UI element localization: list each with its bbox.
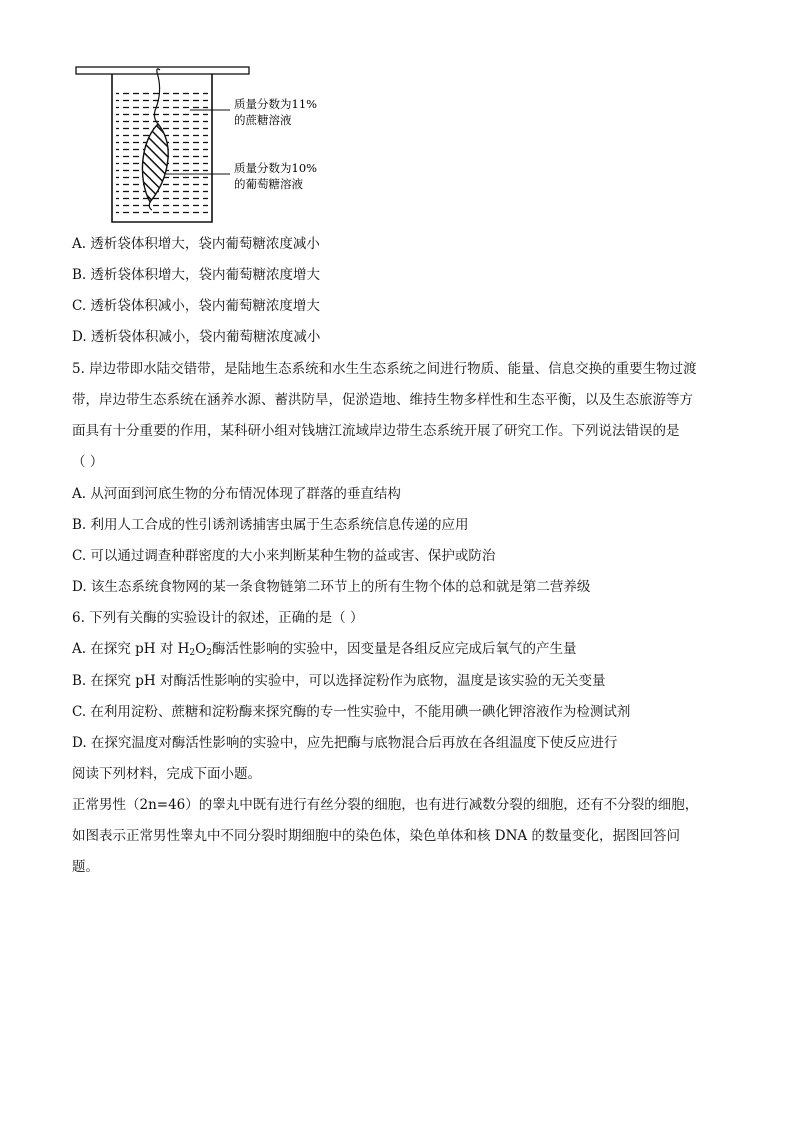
- q5-option-b: B. 利用人工合成的性引诱剂诱捕害虫属于生态系统信息传递的应用: [72, 517, 469, 533]
- q5-stem-line-1: 5. 岸边带即水陆交错带，是陆地生态系统和水生生态系统之间进行物质、能量、信息交换的重要生物过渡: [72, 361, 697, 377]
- reading-line-2: 如图表示正常男性睾丸中不同分裂时期细胞中的染色体，染色单体和核 DNA 的数量变化，据图回答问: [72, 828, 680, 844]
- label-glucose-1: 质量分数为10%: [234, 161, 318, 175]
- reading-line-1: 正常男性（2n=46）的睾丸中既有进行有丝分裂的细胞，也有进行减数分裂的细胞，还有不分裂的细胞，: [72, 797, 699, 813]
- q5-option-a: A. 从河面到河底生物的分布情况体现了群落的垂直结构: [72, 486, 401, 502]
- reading-line-3: 题。: [72, 859, 99, 875]
- q4-option-d: D. 透析袋体积减小，袋内葡萄糖浓度减小: [72, 329, 321, 345]
- q6-option-b: B. 在探究 pH 对酶活性影响的实验中，可以选择淀粉作为底物，温度是该实验的无关变量: [72, 673, 606, 689]
- q5-option-d: D. 该生态系统食物网的某一条食物链第二环节上的所有生物个体的总和就是第二营养级: [72, 579, 591, 595]
- q5-stem-line-2: 带，岸边带生态系统在涵养水源、蓄洪防旱，促淤造地、维持生物多样性和生态平衡，以及生态旅游等方: [72, 392, 693, 408]
- q6-option-a: A. 在探究 pH 对 $H_2O_2$酶活性影响的实验中，因变量是各组反应完成后氧气的产生量: [72, 641, 577, 658]
- q5-stem-line-3: 面具有十分重要的作用，某科研小组对钱塘江流域岸边带生态系统开展了研究工作。下列说法错误的是: [72, 423, 680, 439]
- q4-option-a: A. 透析袋体积增大，袋内葡萄糖浓度减小: [72, 236, 320, 252]
- glass-rod: [76, 67, 249, 74]
- label-sucrose-1: 质量分数为11%: [234, 97, 318, 111]
- label-glucose-2: 的葡萄糖溶液: [234, 177, 303, 191]
- q5-option-c: C. 可以通过调查种群密度的大小来判断某种生物的益或害、保护或防治: [72, 548, 496, 564]
- q5-answer-blank: （ ）: [72, 454, 104, 470]
- q6-stem: 6. 下列有关酶的实验设计的叙述，正确的是（ ）: [72, 610, 364, 626]
- label-sucrose-2: 的蔗糖溶液: [234, 113, 292, 127]
- reading-intro: 阅读下列材料，完成下面小题。: [72, 766, 261, 782]
- beaker-figure: [72, 62, 372, 232]
- q4-option-b: B. 透析袋体积增大，袋内葡萄糖浓度增大: [72, 267, 321, 283]
- q4-option-c: C. 透析袋体积减小，袋内葡萄糖浓度增大: [72, 298, 320, 314]
- q6-option-c: C. 在利用淀粉、蔗糖和淀粉酶来探究酶的专一性实验中，不能用碘一碘化钾溶液作为检测试剂: [72, 704, 631, 720]
- q6-option-d: D. 在探究温度对酶活性影响的实验中，应先把酶与底物混合后再放在各组温度下使反应进行: [72, 735, 618, 751]
